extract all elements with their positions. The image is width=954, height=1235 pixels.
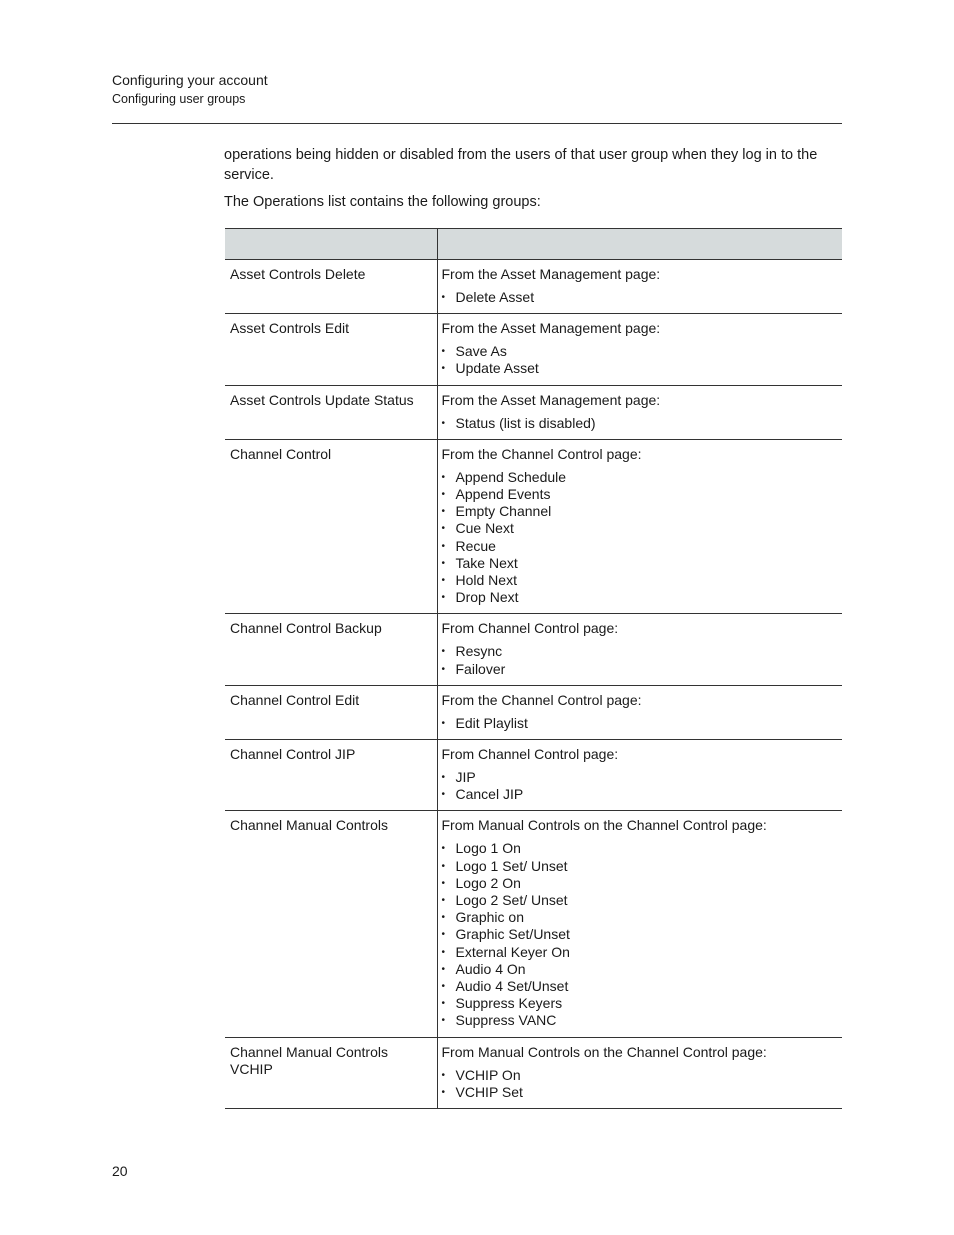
table-header-cell-group	[225, 229, 437, 260]
operation-page-intro: From Channel Control page:	[441, 746, 619, 763]
operation-list	[442, 289, 835, 306]
table-lead-paragraph: The Operations list contains the following groups:	[224, 194, 541, 210]
operation-list-item: • Audio 4 Set/Unset	[442, 978, 835, 995]
operation-group-name: Channel Manual Controls VCHIP	[225, 1037, 437, 1108]
intro-paragraph: operations being hidden or disabled from the users of that user group when they log in to the service.	[224, 147, 818, 183]
operations-table	[225, 228, 842, 1109]
operation-list-item: • Logo 2 Set/ Unset	[442, 892, 835, 909]
operation-group-description	[437, 439, 842, 614]
operation-group-description	[437, 385, 842, 439]
operation-group-description	[437, 1037, 842, 1108]
operation-page-intro: From Channel Control page:	[441, 620, 619, 637]
operation-group-description	[437, 260, 842, 314]
operation-group-description	[437, 614, 842, 685]
operation-list-item: • Resync	[442, 643, 835, 660]
operation-list-item: • Edit Playlist	[442, 715, 835, 732]
operation-list	[442, 769, 835, 803]
operation-list-item: • Hold Next	[442, 572, 835, 589]
table-header-row	[225, 229, 842, 260]
operation-group-name: Channel Control JIP	[225, 740, 437, 811]
operation-list-item: • Append Schedule	[442, 469, 835, 486]
operation-list	[442, 415, 835, 432]
operation-group-description	[437, 740, 842, 811]
operation-page-intro: From Manual Controls on the Channel Control page:	[441, 1043, 767, 1060]
operation-group-description	[437, 314, 842, 385]
operation-group-name: Asset Controls Delete	[225, 260, 437, 314]
operation-group-name: Asset Controls Edit	[225, 314, 437, 385]
operation-list-item: • Cancel JIP	[442, 786, 835, 803]
operation-list-item: • Suppress VANC	[442, 1012, 835, 1029]
operation-list-item: • Take Next	[442, 555, 835, 572]
table-row	[225, 685, 842, 739]
operation-group-name: Channel Control Edit	[225, 685, 437, 739]
operation-list-item: • Graphic Set/Unset	[442, 926, 835, 943]
table-row	[225, 740, 842, 811]
operation-page-intro: From the Asset Management page:	[441, 391, 661, 408]
section-title: Configuring user groups	[112, 92, 246, 106]
operation-list	[442, 1067, 835, 1101]
operation-page-intro: From Manual Controls on the Channel Control page:	[441, 817, 767, 834]
table-row	[225, 811, 842, 1037]
operation-list-item: • VCHIP On	[442, 1067, 835, 1084]
operation-list	[442, 643, 835, 677]
operation-list	[442, 840, 835, 1029]
running-header	[112, 71, 268, 108]
operation-group-name: Channel Control	[225, 439, 437, 614]
operation-list	[442, 715, 835, 732]
operation-group-description	[437, 811, 842, 1037]
operation-page-intro: From the Asset Management page:	[441, 320, 661, 337]
table-body	[225, 260, 842, 1109]
operation-list-item: • Audio 4 On	[442, 961, 835, 978]
operation-list-item: • Recue	[442, 538, 835, 555]
table-row	[225, 614, 842, 685]
table-row	[225, 439, 842, 614]
operation-list-item: • Status (list is disabled)	[442, 415, 835, 432]
operation-group-name: Channel Control Backup	[225, 614, 437, 685]
operation-list-item: • Suppress Keyers	[442, 995, 835, 1012]
operation-list-item: • VCHIP Set	[442, 1084, 835, 1101]
operation-page-intro: From the Channel Control page:	[441, 691, 642, 708]
operation-group-name: Asset Controls Update Status	[225, 385, 437, 439]
operation-list-item: • Delete Asset	[442, 289, 835, 306]
operation-list-item: • Cue Next	[442, 520, 835, 537]
operation-list-item: • Empty Channel	[442, 503, 835, 520]
operation-list-item: • Graphic on	[442, 909, 835, 926]
operation-page-intro: From the Channel Control page:	[441, 445, 642, 462]
operation-list-item: • Append Events	[442, 486, 835, 503]
operation-list-item: • Save As	[442, 343, 835, 360]
operation-list-item: • Drop Next	[442, 589, 835, 606]
table-row	[225, 260, 842, 314]
operation-list-item: • Logo 1 Set/ Unset	[442, 858, 835, 875]
operation-list-item: • JIP	[442, 769, 835, 786]
operation-list-item: • External Keyer On	[442, 944, 835, 961]
table-header-cell-operations	[437, 229, 842, 260]
table-row	[225, 385, 842, 439]
table-row	[225, 314, 842, 385]
operation-list-item: • Logo 2 On	[442, 875, 835, 892]
operation-list-item: • Update Asset	[442, 360, 835, 377]
page-number: 20	[112, 1163, 128, 1179]
operation-page-intro: From the Asset Management page:	[441, 266, 661, 282]
table-row	[225, 1037, 842, 1108]
operation-list	[442, 343, 835, 377]
operation-list-item: • Failover	[442, 661, 835, 678]
chapter-title: Configuring your account	[112, 72, 268, 88]
operation-list	[442, 469, 835, 607]
header-divider	[112, 123, 842, 124]
operation-list-item: • Logo 1 On	[442, 840, 835, 857]
operation-group-description	[437, 685, 842, 739]
operation-group-name: Channel Manual Controls	[225, 811, 437, 1037]
